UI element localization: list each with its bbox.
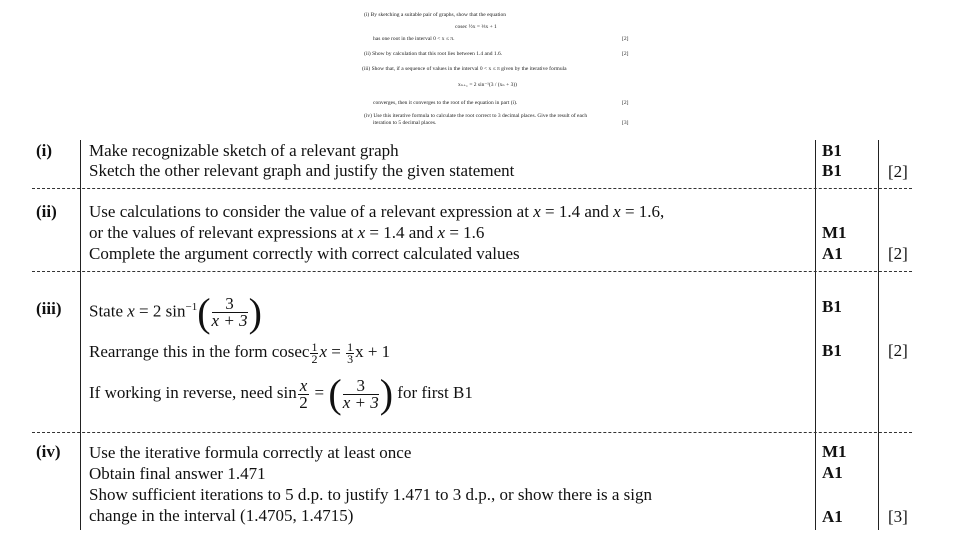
scheme-i-line-1: Make recognizable sketch of a relevant graph [89, 141, 399, 160]
mark-ii-2: A1 [822, 244, 843, 263]
text-segment: Rearrange this in the form cosec [89, 342, 310, 361]
mark-i-2: B1 [822, 161, 842, 180]
fraction-half [310, 339, 318, 366]
scheme-iii-rearrange: Rearrange this in the form cosec $\frac{1}{2}$ x = $\frac{1}{3}$ x + 1 [89, 339, 391, 366]
fraction-denominator: 2 [311, 351, 318, 366]
variable-x: x [357, 223, 366, 242]
question-part-ii: (ii) Show by calculation that this root lies between 1.4 and 1.6. [364, 51, 503, 57]
variable-x: x [613, 202, 621, 221]
fraction-denominator: 3 [347, 351, 354, 366]
scheme-iii-state [89, 284, 262, 335]
text-segment: or the values of relevant expressions at [89, 223, 358, 242]
mark-iii-2: B1 [822, 341, 842, 360]
variable-x: x [127, 301, 135, 321]
mark-scheme-table [0, 140, 960, 540]
row-label-iii: (iii) [36, 299, 62, 318]
question-part-iv: (iv) Use this iterative formula to calculate the root correct to 3 decimal places. Give the result of each [364, 113, 588, 119]
row-label-ii: (ii) [36, 202, 57, 221]
fraction-numerator: 3 [343, 378, 379, 395]
total-iii: [2] [888, 341, 908, 360]
question-text [0, 0, 960, 140]
fraction-denominator: x + 3 [211, 311, 248, 331]
question-part-i-continued: has one root in the interval 0 < x ≤ π. [373, 36, 455, 42]
inverse-superscript: −1 [185, 301, 198, 313]
variable-x: x [319, 342, 327, 361]
text-segment: Use calculations to consider the value of a relevant expression at [89, 202, 534, 221]
mark-iv-3: A1 [822, 507, 843, 526]
fraction-numerator: 1 [311, 339, 318, 354]
total-ii: [2] [888, 244, 908, 263]
fraction-numerator: x [299, 375, 308, 395]
text-segment: = 2 sin [134, 301, 186, 321]
variable-x: x [533, 202, 541, 221]
question-part-iii: (iii) Show that, if a sequence of values in the interval 0 < x ≤ π given by the iterative formula [362, 66, 567, 72]
row-separator [32, 432, 912, 433]
fraction-denominator: x + 3 [342, 392, 379, 412]
mark-iii-1: B1 [822, 297, 842, 316]
text-segment: State [89, 301, 128, 321]
question-part-iv-marks: [3] [622, 120, 629, 126]
total-i: [2] [888, 162, 908, 181]
fraction-numerator: 3 [212, 296, 248, 313]
scheme-iii-reverse: If working in reverse, need sin $\frac{x}{2}$ = ( $\frac{3}{x + 3}$ ) for first B1 [89, 371, 473, 417]
row-label-i: (i) [36, 141, 53, 160]
fraction [342, 375, 379, 412]
right-paren: ) [379, 371, 394, 417]
left-paren: ( [328, 371, 342, 417]
fraction [212, 296, 248, 329]
question-part-iii-continued: converges, then it converges to the root of the equation in part (i). [373, 100, 518, 106]
question-part-iii-formula: xₙ₊₁ = 2 sin⁻¹(3 / (xₙ + 3)) [458, 82, 517, 88]
scheme-iv-line-2: Obtain final answer 1.471 [89, 464, 266, 483]
scheme-iv-line-3: Show sufficient iterations to 5 d.p. to justify 1.471 to 3 d.p., or show there is a sign [89, 485, 653, 504]
column-divider [815, 140, 816, 530]
column-divider [80, 140, 81, 530]
scheme-iv-line-1: Use the iterative formula correctly at least once [89, 443, 412, 462]
text-segment: If working in reverse, need sin [89, 383, 297, 402]
text-segment: = 1.4 and [540, 202, 614, 221]
question-part-i-marks: [2] [622, 36, 629, 42]
mark-iv-1: M1 [822, 442, 847, 461]
text-segment: x + 1 [355, 342, 391, 361]
scheme-i-line-2: Sketch the other relevant graph and justify the given statement [89, 161, 515, 180]
row-separator [32, 188, 912, 189]
row-label-iv: (iv) [36, 442, 61, 461]
text-segment: = 1.6 [445, 223, 485, 242]
fraction-denominator: 2 [299, 392, 308, 412]
mark-i-1: B1 [822, 141, 842, 160]
question-part-i-equation: cosec ½x = ⅓x + 1 [455, 24, 497, 30]
left-paren: ( [197, 289, 211, 335]
fraction [298, 375, 310, 412]
text-segment: for first B1 [393, 383, 473, 402]
fraction-third [346, 339, 354, 366]
variable-x: x [437, 223, 446, 242]
question-part-iv-continued: iteration to 5 decimal places. [373, 120, 437, 126]
right-paren: ) [248, 289, 262, 335]
scheme-ii-line-1 [89, 201, 664, 222]
question-part-i: (i) By sketching a suitable pair of graphs, show that the equation [364, 12, 507, 18]
question-part-iii-marks: [2] [622, 100, 629, 106]
mark-iv-2: A1 [822, 463, 843, 482]
column-divider [878, 140, 879, 530]
scheme-ii-line-3: Complete the argument correctly with correct calculated values [89, 244, 520, 263]
scheme-iv-line-4: change in the interval (1.4705, 1.4715) [89, 506, 354, 525]
row-separator [32, 271, 912, 272]
text-segment: = 1.6, [620, 202, 665, 221]
scheme-ii-line-2 [89, 222, 484, 243]
mark-ii-1: M1 [822, 223, 847, 242]
fraction-numerator: 1 [347, 339, 354, 354]
total-iv: [3] [888, 507, 908, 526]
text-segment: = 1.4 and [365, 223, 438, 242]
question-part-ii-marks: [2] [622, 51, 629, 57]
